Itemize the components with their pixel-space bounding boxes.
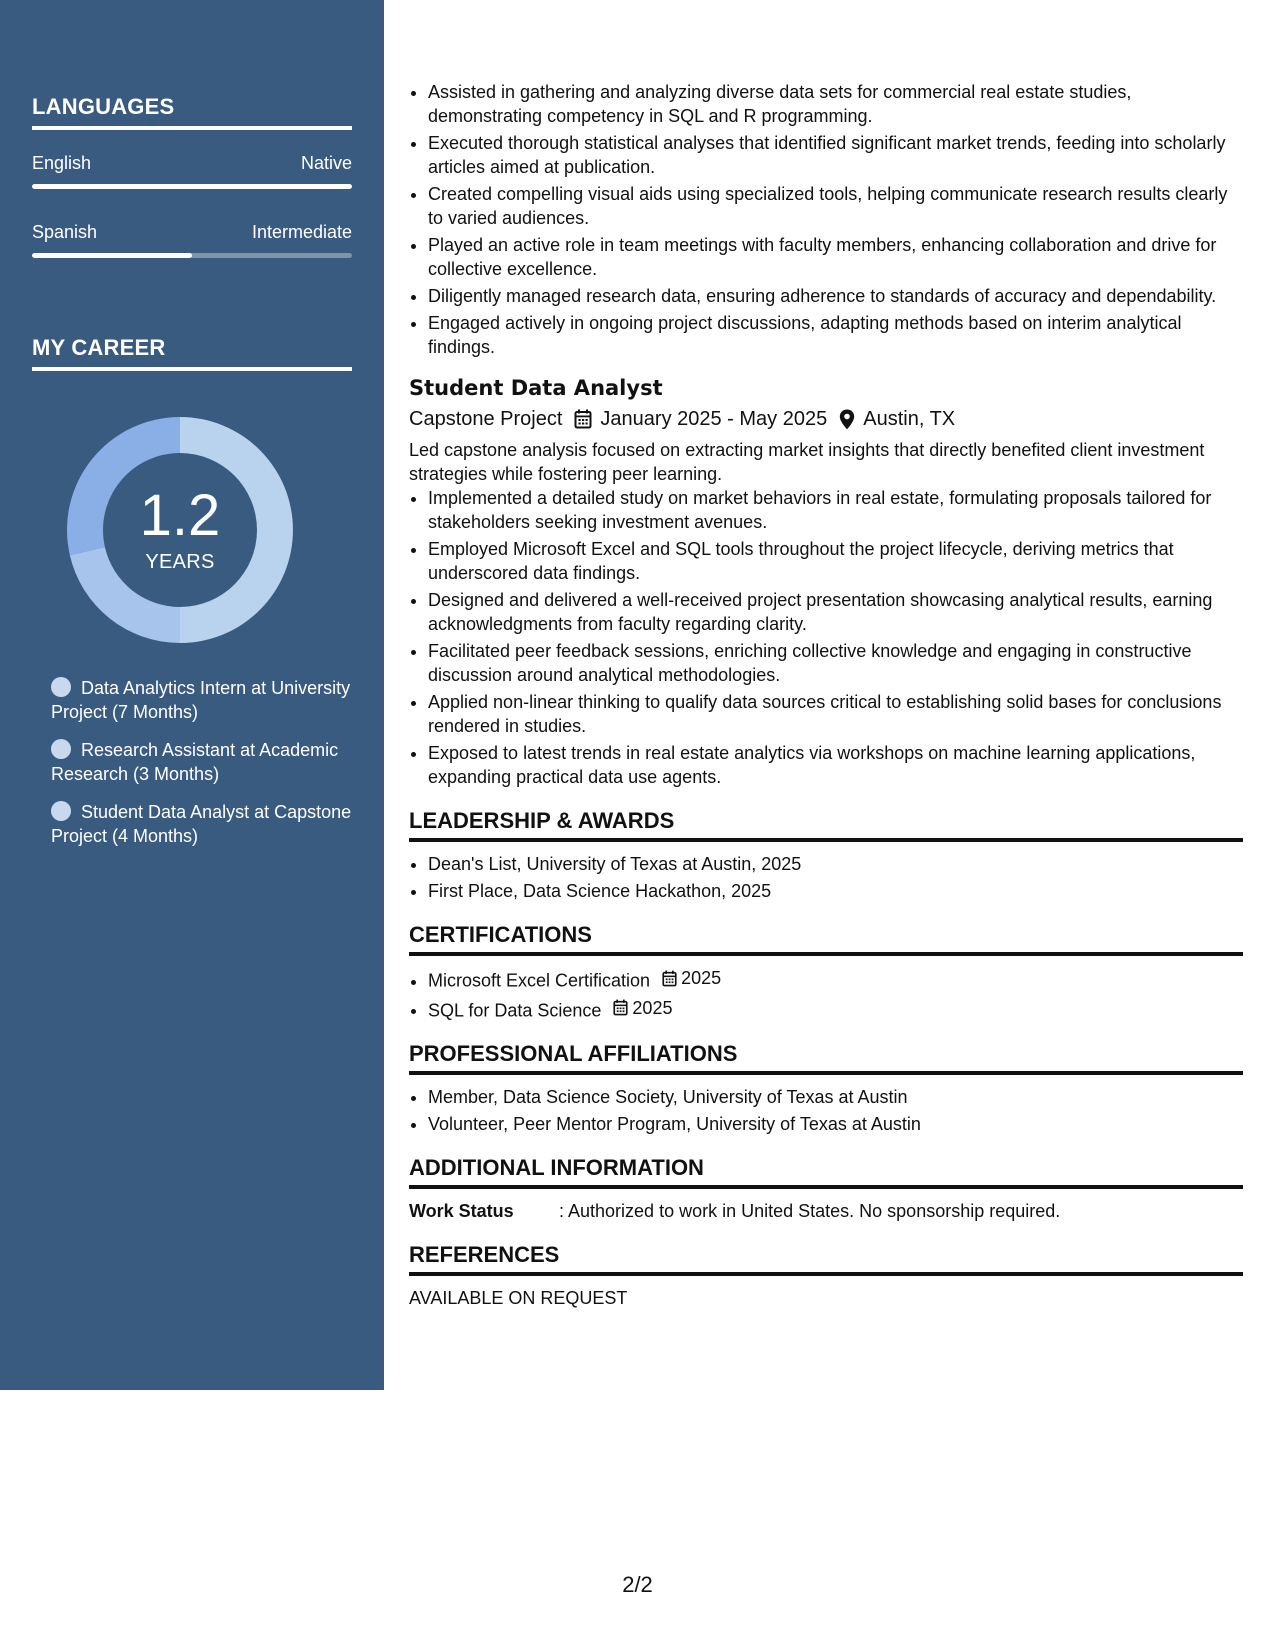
list-item: • Exposed to latest trends in real estate analytics via workshops on machine learning applications, expanding practical data use agents.: [428, 741, 1243, 789]
career-total-unit: YEARS: [145, 550, 215, 573]
job-title: Student Data Analyst: [409, 376, 663, 400]
job-bullets: [409, 486, 1243, 789]
additional-info-heading: ADDITIONAL INFORMATION: [409, 1154, 1243, 1189]
career-total-value: 1.2: [139, 482, 221, 548]
work-status-value: : Authorized to work in United States. No sponsorship required.: [559, 1201, 1061, 1221]
job-company: Capstone Project: [409, 408, 563, 430]
career-dot-icon: [51, 677, 71, 697]
language-row-spanish: [32, 222, 352, 243]
career-item: [51, 738, 361, 786]
career-total: [65, 415, 295, 645]
main-content: [409, 80, 1243, 1310]
leadership-list: [409, 852, 1243, 903]
list-item: • Diligently managed research data, ensuring adherence to standards of accuracy and dependability.: [428, 284, 1243, 308]
list-item: • Employed Microsoft Excel and SQL tools throughout the project lifecycle, deriving metrics that underscored data findings.: [428, 537, 1243, 585]
language-name: English: [32, 153, 92, 173]
career-dot-icon: [51, 739, 71, 759]
language-proficiency-bar: [32, 253, 352, 258]
certification-name: SQL for Data Science: [428, 1000, 602, 1020]
sidebar: [0, 0, 384, 1390]
list-item: • Volunteer, Peer Mentor Program, University of Texas at Austin: [428, 1112, 1243, 1136]
job-location: Austin, TX: [863, 408, 956, 430]
certification-year-text: 2025: [632, 997, 673, 1018]
language-level: Intermediate: [251, 222, 352, 242]
language-proficiency-bar: [32, 184, 352, 189]
affiliations-list: [409, 1085, 1243, 1136]
job-dates: January 2025 - May 2025: [600, 408, 828, 430]
work-status-row: [409, 1199, 1243, 1223]
language-proficiency-fill: [32, 253, 192, 258]
language-name: Spanish: [32, 222, 98, 242]
certification-year: [613, 996, 672, 1020]
previous-job-bullets: [409, 80, 1243, 359]
language-level: Native: [300, 153, 352, 173]
list-item: • Played an active role in team meetings with faculty members, enhancing collaboration and drive for collective excellence.: [428, 233, 1243, 281]
list-item: • Engaged actively in ongoing project discussions, adapting methods based on interim analytical findings.: [428, 311, 1243, 359]
calendar-icon: [662, 970, 677, 987]
job-summary: Led capstone analysis focused on extracting market insights that directly benefited client investment strategies while fostering peer learning.: [409, 440, 1205, 484]
list-item: • First Place, Data Science Hackathon, 2025: [428, 879, 1243, 903]
list-item: • Dean's List, University of Texas at Austin, 2025: [428, 852, 1243, 876]
list-item: • Assisted in gathering and analyzing diverse data sets for commercial real estate studies, demonstrating competency in SQL and R programming.: [428, 80, 1243, 128]
certifications-list: [409, 966, 1243, 1022]
language-proficiency-fill: [32, 184, 352, 189]
list-item: • Member, Data Science Society, University of Texas at Austin: [428, 1085, 1243, 1109]
list-item: [428, 966, 1243, 993]
career-item: [51, 676, 361, 724]
references-text: AVAILABLE ON REQUEST: [409, 1288, 628, 1308]
work-status-label: Work Status: [409, 1201, 514, 1221]
career-heading: MY CAREER: [32, 335, 352, 371]
location-pin-icon: [839, 409, 855, 430]
calendar-icon: [613, 999, 628, 1016]
career-item: [51, 800, 361, 848]
certification-year: [662, 966, 721, 990]
list-item: • Designed and delivered a well-received project presentation showcasing analytical results, earning acknowledgments from faculty regarding clarity.: [428, 588, 1243, 636]
career-dot-icon: [51, 801, 71, 821]
page-number: 2/2: [622, 1572, 653, 1597]
list-item: • Applied non-linear thinking to qualify data sources critical to establishing solid bases for conclusions rendered in studies.: [428, 690, 1243, 738]
list-item: • Facilitated peer feedback sessions, enriching collective knowledge and engaging in constructive discussion around analytical methodologies.: [428, 639, 1243, 687]
leadership-heading: LEADERSHIP & AWARDS: [409, 807, 1243, 842]
list-item: [428, 996, 1243, 1023]
languages-heading: LANGUAGES: [32, 94, 352, 130]
job-meta: [409, 404, 1243, 434]
certification-name: Microsoft Excel Certification: [428, 970, 651, 991]
career-item-label: Research Assistant at Academic Research (3 Months): [51, 740, 339, 784]
list-item: • Implemented a detailed study on market behaviors in real estate, formulating proposals tailored for stakeholders seeking investment avenues.: [428, 486, 1243, 534]
list-item: • Created compelling visual aids using specialized tools, helping communicate research results clearly to varied audiences.: [428, 182, 1243, 230]
list-item: • Executed thorough statistical analyses that identified significant market trends, feeding into scholarly articles aimed at publication.: [428, 131, 1243, 179]
language-row-english: [32, 153, 352, 174]
affiliations-heading: PROFESSIONAL AFFILIATIONS: [409, 1040, 1243, 1075]
career-donut-chart: [65, 415, 295, 645]
calendar-icon: [574, 409, 592, 429]
career-list: [51, 676, 361, 862]
career-item-label: Data Analytics Intern at University Project (7 Months): [51, 678, 351, 722]
references-heading: REFERENCES: [409, 1241, 1243, 1276]
certifications-heading: CERTIFICATIONS: [409, 921, 1243, 956]
certification-year-text: 2025: [681, 968, 722, 988]
career-item-label: Student Data Analyst at Capstone Project (4 Months): [51, 802, 352, 846]
